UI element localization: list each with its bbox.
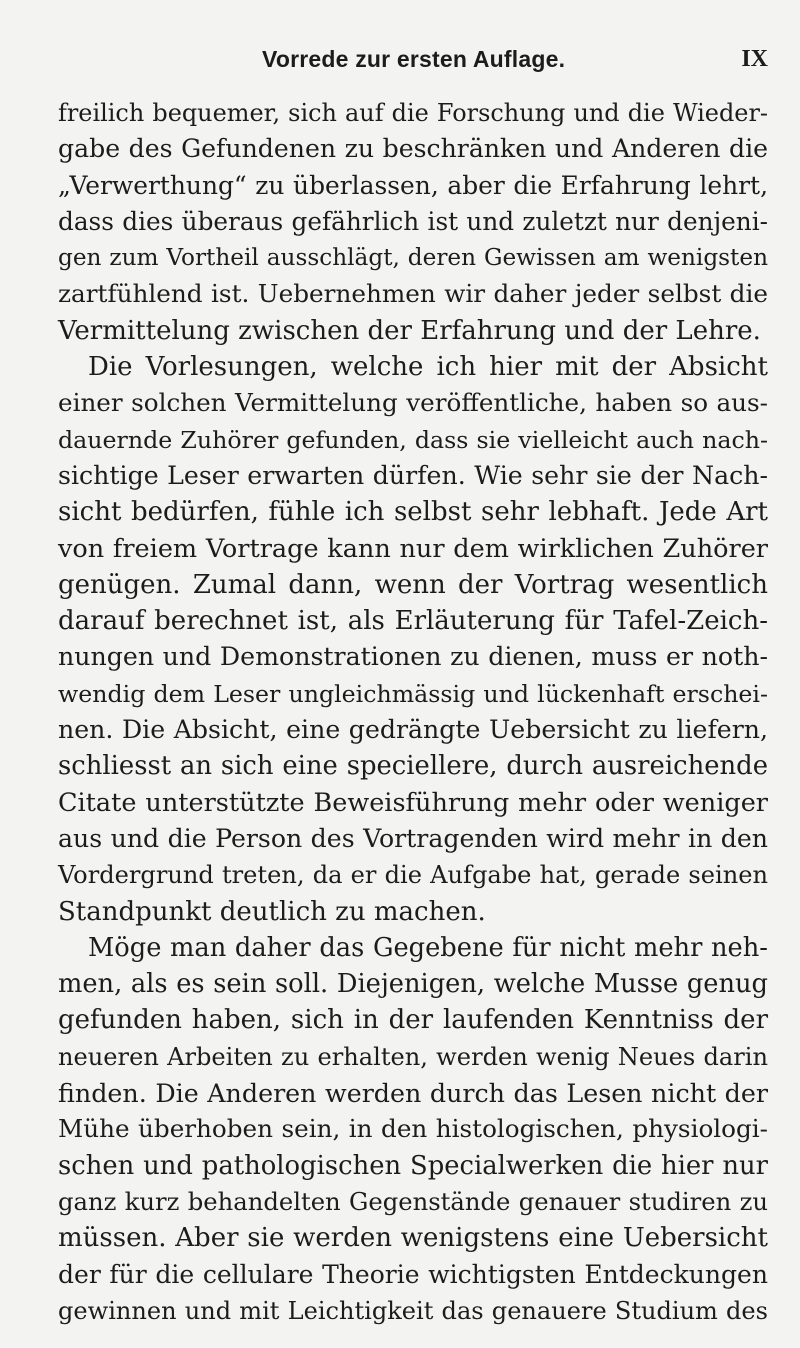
text-line: dauernde Zuhörer gefunden, dass sie vielleicht auch nach- (58, 425, 768, 454)
text-line: Vordergrund treten, da er die Aufgabe hat, gerade seinen (58, 861, 768, 890)
text-line: gabe des Gefundenen zu beschränken und Anderen die (58, 134, 768, 164)
text-line: gewinnen und mit Leichtigkeit das genauere Studium des (58, 1296, 768, 1325)
body-text (58, 95, 768, 1329)
text-line: ganz kurz behandelten Gegenstände genauer studiren zu (58, 1186, 768, 1216)
text-line: Citate unterstützte Beweisführung mehr oder weniger (58, 787, 768, 818)
running-header (262, 46, 770, 82)
text-line: schen und pathologischen Specialwerken die hier nur (58, 1150, 768, 1181)
header-title: Vorrede zur ersten Auflage. (262, 46, 566, 72)
text-line: freilich bequemer, sich auf die Forschung und die Wieder- (58, 99, 768, 127)
text-line: gefunden haben, sich in der laufenden Kenntniss der (58, 1005, 768, 1036)
text-line: neueren Arbeiten zu erhalten, werden wenig Neues darin (58, 1042, 768, 1071)
text-line: schliesst an sich eine speciellere, durch ausreichende (58, 751, 768, 782)
text-line: Möge man daher das Gegebene für nicht mehr neh- (88, 932, 768, 963)
text-line: einer solchen Vermittelung veröffentliche, haben so aus- (58, 388, 768, 418)
text-line: sichtige Leser erwarten dürfen. Wie sehr sie der Nach- (58, 460, 768, 490)
text-line: nen. Die Absicht, eine gedrängte Uebersicht zu liefern, (58, 715, 768, 745)
text-line: gen zum Vortheil ausschlägt, deren Gewissen am wenigsten (58, 244, 768, 272)
text-line: „Verwerthung“ zu überlassen, aber die Erfahrung lehrt, (58, 170, 768, 200)
text-line: dass dies überaus gefährlich ist und zuletzt nur denjeni- (58, 206, 768, 236)
text-line: aus und die Person des Vortragenden wird mehr in den (58, 823, 768, 853)
text-line: zartfühlend ist. Uebernehmen wir daher jeder selbst die (58, 279, 768, 309)
text-line: genügen. Zumal dann, wenn der Vortrag wesentlich (58, 569, 768, 600)
page-number: IX (741, 46, 768, 72)
text-line: Die Vorlesungen, welche ich hier mit der Absicht (88, 352, 768, 383)
text-line: finden. Die Anderen werden durch das Lesen nicht der (58, 1078, 768, 1109)
text-line: Mühe überhoben sein, in den histologischen, physiologi- (58, 1114, 768, 1144)
text-line: nungen und Demonstrationen zu dienen, muss er noth- (58, 642, 768, 672)
text-line: wendig dem Leser ungleichmässig und lückenhaft erschei- (58, 679, 768, 708)
text-line: Standpunkt deutlich zu machen. (58, 896, 486, 927)
text-line: von freiem Vortrage kann nur dem wirklichen Zuhörer (58, 533, 768, 564)
text-line: darauf berechnet ist, als Erläuterung für Tafel-Zeich- (58, 606, 768, 637)
text-line: der für die cellulare Theorie wichtigsten Entdeckungen (58, 1259, 768, 1289)
text-line: müssen. Aber sie werden wenigstens eine Uebersicht (58, 1223, 768, 1254)
text-line: men, als es sein soll. Diejenigen, welche Musse genug (58, 969, 768, 1000)
text-line: sicht bedürfen, fühle ich selbst sehr lebhaft. Jede Art (58, 497, 768, 528)
text-line: Vermittelung zwischen der Erfahrung und der Lehre. (58, 315, 761, 346)
